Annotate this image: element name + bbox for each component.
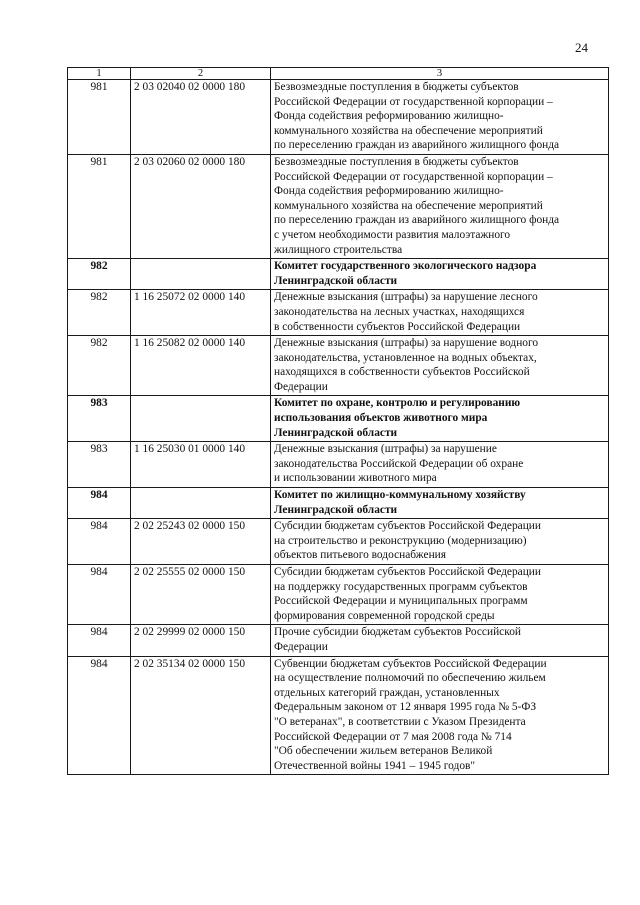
admin-code-cell: 982: [68, 290, 131, 336]
column-header-3: 3: [271, 68, 609, 80]
revenue-code-cell: 2 03 02040 02 0000 180: [131, 80, 271, 155]
revenue-name-cell: [271, 336, 609, 396]
revenue-name-line: Российской Федерации от 7 мая 2008 года № 714: [274, 730, 512, 743]
revenue-name-line: Российской Федерации и муниципальных программ: [274, 595, 528, 608]
revenue-name-line: "Об обеспечении жильем ветеранов Великой: [274, 745, 493, 758]
revenue-name-line: Отечественной войны 1941 – 1945 годов": [274, 759, 476, 772]
table-row: [68, 519, 609, 565]
revenue-name-line: Комитет по жилищно-коммунальному хозяйству: [274, 489, 526, 502]
revenue-name-cell: [271, 565, 609, 625]
revenue-name-line: Российской Федерации от государственной корпорации –: [274, 95, 553, 108]
table-row: [68, 656, 609, 775]
revenue-name-line: формирования современной городской среды: [274, 609, 495, 622]
revenue-name-line: Комитет по охране, контролю и регулированию: [274, 397, 521, 410]
admin-code-cell: 984: [68, 625, 131, 656]
revenue-name-line: на осуществление полномочий по обеспечению жильем: [274, 672, 546, 685]
admin-code-cell: 981: [68, 154, 131, 258]
table-row: [68, 565, 609, 625]
table-section-header-row: [68, 396, 609, 442]
revenue-name-line: Фонда содействия реформированию жилищно-: [274, 185, 504, 198]
table-row: [68, 336, 609, 396]
revenue-name-line: на поддержку государственных программ субъектов: [274, 580, 528, 593]
table-row: [68, 625, 609, 656]
table-section-header-row: [68, 259, 609, 290]
revenue-name-line: Ленинградской области: [274, 274, 398, 287]
table-row: [68, 442, 609, 488]
admin-code-cell: 983: [68, 442, 131, 488]
table-section-header-row: [68, 488, 609, 519]
revenue-name-line: находящихся в собственности субъектов Российской: [274, 366, 530, 379]
revenue-name-line: на строительство и реконструкцию (модернизацию): [274, 534, 527, 547]
column-header-row: [68, 68, 609, 80]
revenue-code-cell: [131, 396, 271, 442]
table-row: [68, 154, 609, 258]
revenue-name-cell: [271, 519, 609, 565]
admin-code-cell: 984: [68, 565, 131, 625]
admin-code-cell: 982: [68, 336, 131, 396]
revenue-code-cell: 1 16 25072 02 0000 140: [131, 290, 271, 336]
revenue-name-line: жилищного строительства: [274, 243, 403, 256]
admin-code-cell: 984: [68, 488, 131, 519]
revenue-name-cell: [271, 442, 609, 488]
revenue-code-cell: 2 02 35134 02 0000 150: [131, 656, 271, 775]
revenue-name-line: Денежные взыскания (штрафы) за нарушение: [274, 443, 497, 456]
revenue-name-line: Фонда содействия реформированию жилищно-: [274, 110, 504, 123]
revenue-code-cell: 2 02 25555 02 0000 150: [131, 565, 271, 625]
revenue-name-line: использования объектов животного мира: [274, 412, 488, 425]
revenue-name-line: Ленинградской области: [274, 503, 398, 516]
admin-code-cell: 982: [68, 259, 131, 290]
revenue-name-line: Ленинградской области: [274, 426, 398, 439]
revenue-name-cell: [271, 396, 609, 442]
revenue-name-cell: [271, 259, 609, 290]
revenue-name-line: законодательства Российской Федерации об охране: [274, 457, 524, 470]
revenue-name-line: законодательства, установленное на водных объектах,: [274, 351, 537, 364]
admin-code-cell: 981: [68, 80, 131, 155]
revenue-code-cell: 1 16 25030 01 0000 140: [131, 442, 271, 488]
revenue-name-cell: [271, 625, 609, 656]
revenue-name-line: Субсидии бюджетам субъектов Российской Федерации: [274, 520, 541, 533]
revenue-name-line: Денежные взыскания (штрафы) за нарушение лесного: [274, 291, 538, 304]
admin-code-cell: 984: [68, 519, 131, 565]
revenue-code-cell: 2 03 02060 02 0000 180: [131, 154, 271, 258]
revenue-name-cell: [271, 154, 609, 258]
column-header-2: 2: [131, 68, 271, 80]
revenue-name-line: Федерации: [274, 380, 328, 393]
revenue-name-line: Денежные взыскания (штрафы) за нарушение водного: [274, 337, 539, 350]
revenue-name-line: коммунального хозяйства на обеспечение мероприятий: [274, 124, 543, 137]
column-header-1: 1: [68, 68, 131, 80]
revenue-code-cell: [131, 488, 271, 519]
admin-code-cell: 983: [68, 396, 131, 442]
table-row: [68, 290, 609, 336]
revenue-code-cell: 1 16 25082 02 0000 140: [131, 336, 271, 396]
revenue-name-line: Прочие субсидии бюджетам субъектов Российской: [274, 626, 521, 639]
revenue-name-line: отдельных категорий граждан, установленных: [274, 686, 500, 699]
revenue-name-line: "О ветеранах", в соответствии с Указом Президента: [274, 715, 526, 728]
table-body: [68, 68, 609, 775]
revenue-name-line: по переселению граждан из аварийного жилищного фонда: [274, 214, 560, 227]
revenue-name-line: Безвозмездные поступления в бюджеты субъектов: [274, 155, 519, 168]
admin-code-cell: 984: [68, 656, 131, 775]
revenue-name-line: законодательства на лесных участках, находящихся: [274, 305, 525, 318]
revenue-code-cell: [131, 259, 271, 290]
revenue-name-line: в собственности субъектов Российской Федерации: [274, 320, 521, 333]
budget-classification-table: [67, 67, 609, 775]
revenue-name-line: объектов питьевого водоснабжения: [274, 549, 446, 562]
revenue-name-line: Российской Федерации от государственной корпорации –: [274, 170, 553, 183]
revenue-name-line: коммунального хозяйства на обеспечение мероприятий: [274, 199, 543, 212]
revenue-name-cell: [271, 656, 609, 775]
revenue-name-cell: [271, 290, 609, 336]
revenue-name-line: Субсидии бюджетам субъектов Российской Федерации: [274, 566, 541, 578]
revenue-name-cell: [271, 488, 609, 519]
revenue-code-cell: 2 02 29999 02 0000 150: [131, 625, 271, 656]
revenue-name-line: с учетом необходимости развития малоэтажного: [274, 228, 511, 241]
revenue-name-cell: [271, 80, 609, 155]
revenue-name-line: Федеральным законом от 12 января 1995 года № 5-ФЗ: [274, 701, 537, 714]
revenue-name-line: Комитет государственного экологического надзора: [274, 260, 537, 273]
table-row: [68, 80, 609, 155]
revenue-name-line: Безвозмездные поступления в бюджеты субъектов: [274, 81, 519, 93]
revenue-name-line: Федерации: [274, 640, 328, 653]
page-number: 24: [575, 40, 588, 55]
revenue-name-line: по переселению граждан из аварийного жилищного фонда: [274, 139, 560, 152]
revenue-code-cell: 2 02 25243 02 0000 150: [131, 519, 271, 565]
revenue-name-line: и использовании животного мира: [274, 472, 437, 485]
revenue-name-line: Субвенции бюджетам субъектов Российской Федерации: [274, 657, 547, 670]
